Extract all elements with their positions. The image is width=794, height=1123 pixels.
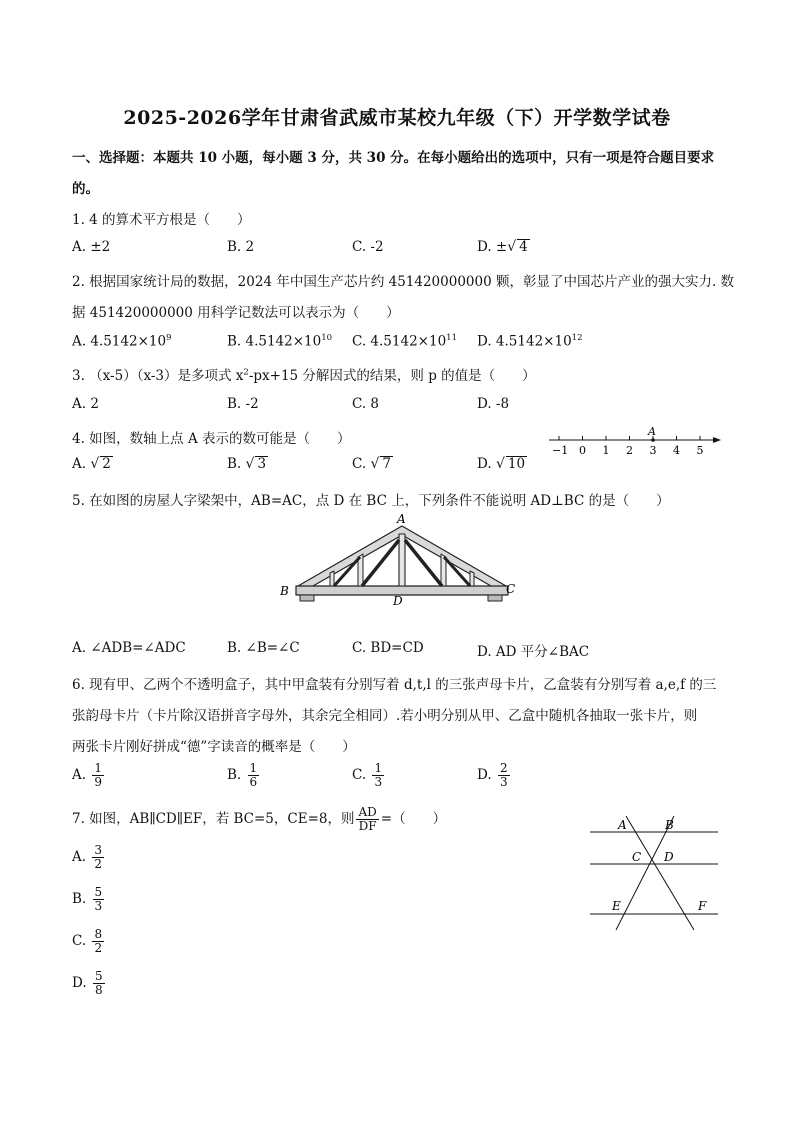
q2-option-a: A. $4.5142\times 10^9$ (72, 333, 172, 350)
q5-roof-truss-figure (276, 510, 526, 610)
q7-label-f: F (698, 899, 707, 913)
q4-tick-label: −1 (552, 444, 569, 457)
q2-option-b: B. $4.5142\times 10^{10}$ (227, 333, 333, 350)
q6-stem-line2: 张韵母卡片（卡片除汉语拼音字母外，其余完全相同）.若小明分别从甲、乙盒中随机各抽取一张卡片，则 (72, 708, 698, 724)
q5-options (72, 640, 590, 666)
q4-tick-label: 0 (579, 444, 586, 457)
q4-tick-label: 2 (626, 444, 633, 457)
q6-stem-line1: 6. 现有甲、乙两个不透明盒子，其中甲盒装有分别写着 d,t,l 的三张声母卡片，乙盒装有分别写着 a,e,f 的三 (72, 677, 717, 693)
q7-option-c: C. $\frac{8}{2}$ (72, 927, 103, 955)
q4-tick-label: 5 (696, 444, 704, 457)
q7-option-d: D. $\frac{5}{8}$ (72, 969, 103, 997)
q7-stem: 7. 如图，AB∥CD∥EF，若 BC=5，CE=8，则 $\frac{AD}{DF}$ =（ ） (72, 805, 447, 833)
q5-option-b: B. ∠B=∠C (227, 640, 300, 656)
q1-option-b: B. 2 (227, 239, 255, 255)
q3-option-a: A. 2 (72, 396, 99, 412)
q5-label-c: C (506, 582, 516, 596)
q6-option-d: D. $\frac{2}{3}$ (477, 761, 508, 789)
q1-option-d-prefix: D. ± (477, 239, 508, 255)
q2-options (72, 333, 583, 359)
q4-option-a: A. √ 2 (72, 456, 111, 472)
q6-option-c: C. $\frac{1}{3}$ (352, 761, 383, 789)
section-heading: 一、选择题：本题共 10 小题，每小题 3 分，共 30 分。在每小题给出的选项中，只有一项是符合题目要求 (72, 150, 715, 166)
q5-label-d: D (393, 594, 403, 608)
q4-stem: 4. 如图，数轴上点 A 表示的数可能是（ ） (72, 431, 351, 447)
q4-option-d: D. √ 10 (477, 456, 526, 472)
q4-option-c: C. √ 7 (352, 456, 391, 472)
q7-label-d: D (664, 850, 674, 864)
q1-option-c: C. -2 (352, 239, 384, 255)
exam-title: 2025-2026学年甘肃省武威市某校九年级（下）开学数学试卷 (123, 107, 671, 129)
q5-option-d: D. AD 平分∠BAC (477, 644, 590, 660)
q5-label-a: A (397, 512, 406, 526)
q1-options (72, 239, 532, 265)
q3-stem: 3. （x-5）（x-3）是多项式 $x^2-px+15$ 分解因式的结果，则 p 的值是（ ） (72, 367, 536, 384)
q5-label-b: B (280, 584, 289, 598)
q2-option-c: C. $4.5142\times 10^{11}$ (352, 333, 457, 350)
q4-point-a (651, 438, 655, 442)
q5-option-a: A. ∠ADB=∠ADC (72, 640, 186, 656)
section-heading-cont: 的。 (72, 181, 99, 197)
q5-option-c: C. BD=CD (352, 640, 424, 656)
q5-stem: 5. 在如图的房屋人字梁架中，AB=AC，点 D 在 BC 上，下列条件不能说明 AD⊥BC 的是（ ） (72, 493, 670, 509)
q1-stem: 1. 4 的算术平方根是（ ） (72, 212, 251, 228)
q1-option-d-radicand: 4 (519, 239, 528, 255)
q1-option-d: D. ±√ 4 (477, 239, 528, 255)
q4-tick-label: 4 (673, 444, 680, 457)
q7-option-b: B. $\frac{5}{3}$ (72, 885, 103, 913)
q4-point-a-label: A (648, 425, 656, 438)
q7-label-a: A (618, 818, 627, 832)
q3-option-b: B. -2 (227, 396, 259, 412)
q7-label-e: E (612, 899, 621, 913)
q6-options (72, 762, 532, 796)
q2-option-d: D. $4.5142\times 10^{12}$ (477, 333, 583, 350)
q3-option-c: C. 8 (352, 396, 380, 412)
q4-options (72, 456, 532, 482)
q7-parallel-lines-figure (586, 810, 726, 935)
q2-stem-line2: 据 451420000000 用科学记数法可以表示为（ ） (72, 305, 400, 321)
q3-option-d: D. -8 (477, 396, 510, 412)
q4-tick-label: 1 (602, 444, 610, 457)
q6-option-a: A. $\frac{1}{9}$ (72, 761, 102, 789)
q6-option-b: B. $\frac{1}{6}$ (227, 761, 258, 789)
q4-tick-label: 3 (649, 444, 657, 457)
q6-stem-line3: 两张卡片刚好拼成“德”字读音的概率是（ ） (72, 739, 356, 755)
q3-options (72, 396, 532, 422)
q4-number-line-figure (545, 422, 725, 460)
q7-label-c: C (632, 850, 642, 864)
q1-option-a: A. ±2 (72, 239, 111, 255)
q2-stem-line1: 2. 根据国家统计局的数据，2024 年中国生产芯片约 451420000000 颗，彰显了中国芯片产业的强大实力. 数 (72, 274, 735, 290)
q7-label-b: B (665, 818, 674, 832)
q4-option-b: B. √ 3 (227, 456, 267, 472)
q7-option-a: A. $\frac{3}{2}$ (72, 843, 102, 871)
